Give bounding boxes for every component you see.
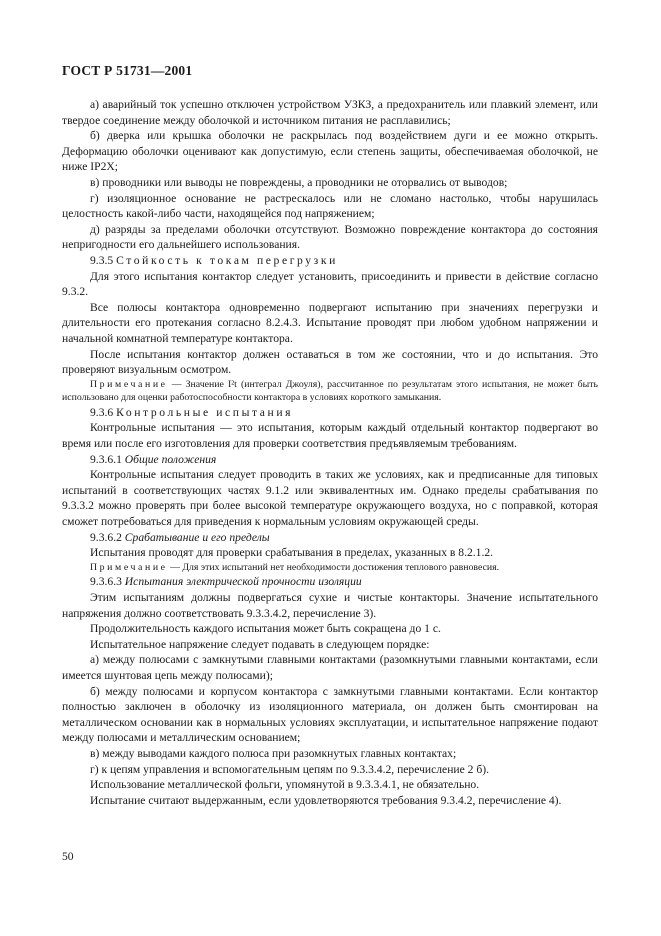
paragraph: г) к цепям управления и вспомогательным цепям по 9.3.3.4.2, перечисление 2 б). xyxy=(90,762,490,776)
section-heading-9-3-6-2 xyxy=(62,530,598,546)
paragraph: Продолжительность каждого испытания может быть сокращена до 1 с. xyxy=(90,622,441,636)
section-number: 9.3.6 xyxy=(90,405,114,419)
note-label: Примечание xyxy=(90,561,168,573)
paragraph: После испытания контактор должен оставаться в том же состоянии, что и до испытания. Это проверяют визуальным осмотром. xyxy=(62,347,598,377)
paragraph: Контрольные испытания — это испытания, которым каждый отдельный контактор подвергают во время или после его изготовления для проверки соответствия предъявляемым требованиям. xyxy=(62,421,598,451)
section-title: Срабатывание и его пределы xyxy=(124,530,270,544)
section-number: 9.3.6.3 xyxy=(90,575,122,589)
paragraph: б) между полюсами и корпусом контактора с замкнутыми главными контактами. Если контактор полностью заключен в оболочку из изоляционного материала, он должен быть смонтирован на металлическом основании как в нормальных условиях эксплуатации, и испытательное напряжение подают между полюсами и металлическим основанием; xyxy=(62,684,598,745)
paragraph: д) разряды за пределами оболочки отсутствуют. Возможно повреждение контактора до состояния непригодности его дальнейшего использования. xyxy=(62,222,598,252)
paragraph: в) между выводами каждого полюса при разомкнутых главных контактах; xyxy=(90,746,457,760)
section-number: 9.3.5 xyxy=(90,253,114,267)
section-title: Контрольные испытания xyxy=(116,405,294,419)
paragraph: Испытания проводят для проверки срабатывания в пределах, указанных в 8.2.1.2. xyxy=(90,546,494,560)
document-header: ГОСТ Р 51731—2001 xyxy=(62,63,193,78)
section-title: Стойкость к токам перегрузки xyxy=(116,253,338,267)
note xyxy=(62,561,598,575)
document-body xyxy=(62,97,598,808)
paragraph: Испытательное напряжение следует подавать в следующем порядке: xyxy=(90,637,430,651)
paragraph: Для этого испытания контактор следует установить, присоединить и привести в действие согласно 9.3.2. xyxy=(62,269,598,299)
paragraph: б) дверка или крышка оболочки не раскрылась под воздействием дуги и ее можно открыть. Деформацию оболочки оценивают как допустимую, если степень защиты, обеспечиваемая оболочкой, не ниже IP2X; xyxy=(62,129,598,174)
paragraph: в) проводники или выводы не повреждены, а проводники не оторвались от выводов; xyxy=(90,175,508,189)
note-text: — Значение I²t (интеграл Джоуля), рассчитанное по результатам этого испытания, не может быть использовано для оценки работоспособности контактора в условиях короткого замыкания. xyxy=(62,378,598,404)
section-heading-9-3-6-3 xyxy=(62,574,598,590)
note xyxy=(62,378,598,405)
section-title: Общие положения xyxy=(124,452,217,466)
paragraph: Этим испытаниям должны подвергаться сухие и чистые контакторы. Значение испытательного напряжения должно соответствовать 9.3.3.4.2, перечисление 3). xyxy=(62,591,598,620)
section-title: Испытания электрической прочности изоляции xyxy=(124,575,362,589)
page-number: 50 xyxy=(62,850,74,863)
note-label: Примечание xyxy=(90,378,168,390)
paragraph: Контрольные испытания следует проводить в таких же условиях, как и предписанные для типовых испытаний в соответствующих частях 9.1.2 или эквивалентных им. Однако пределы срабатывания по 9.3.3.2 можно проверять при более высокой температуре окружающего воздуха, но с поправкой, которая сможет потребоваться для приведения к нормальным условиям окружающей среды. xyxy=(62,468,598,529)
paragraph: Испытание считают выдержанным, если удовлетворяются требования 9.3.4.2, перечисление 4). xyxy=(90,793,562,807)
paragraph: г) изоляционное основание не растрескалось или не сломано настолько, чтобы нарушилась целостность какой-либо части, находящейся под напряжением; xyxy=(62,191,598,221)
section-number: 9.3.6.1 xyxy=(90,452,122,466)
section-number: 9.3.6.2 xyxy=(90,530,122,544)
paragraph: Все полюсы контактора одновременно подвергают испытанию при значениях перегрузки и длительности его протекания согласно 8.2.4.3. Испытание проводят при любом удобном напряжении и начальной комнатной температуре контактора. xyxy=(62,300,598,345)
paragraph: Использование металлической фольги, упомянутой в 9.3.3.4.1, не обязательно. xyxy=(90,778,480,792)
note-text: — Для этих испытаний нет необходимости достижения теплового равновесия. xyxy=(170,561,500,573)
section-heading-9-3-6-1 xyxy=(62,452,598,468)
section-heading-9-3-5 xyxy=(62,253,598,269)
section-heading-9-3-6 xyxy=(62,405,598,421)
paragraph: а) между полюсами с замкнутыми главными контактами (разомкнутыми главными контактами, если имеется шунтовая цепь между полюсами); xyxy=(62,653,598,682)
paragraph: а) аварийный ток успешно отключен устройством УЗКЗ, а предохранитель или плавкий элемент, или твердое соединение между оболочкой и источником питания не расплавились; xyxy=(62,98,598,127)
